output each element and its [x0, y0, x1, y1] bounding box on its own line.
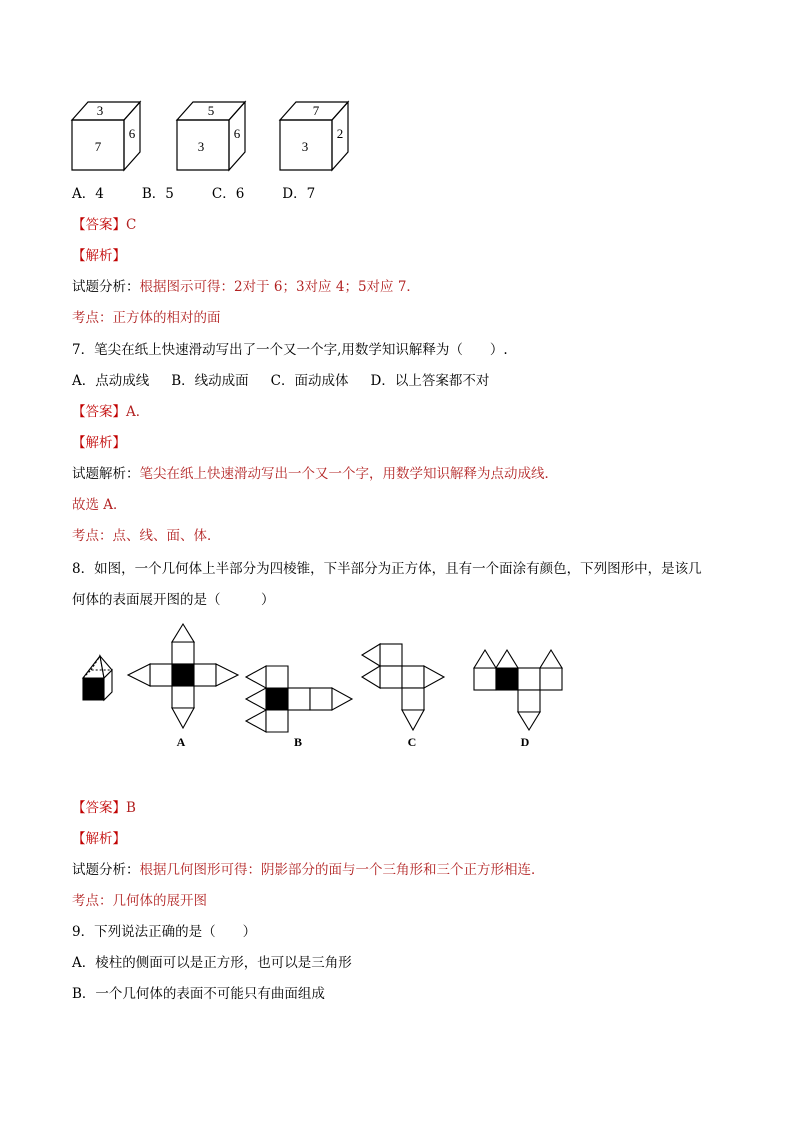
answer-label: 【答案】 — [72, 217, 126, 233]
cube-3-top: 7 — [312, 103, 320, 118]
q7-analysis — [72, 465, 558, 483]
net-label-b: B — [293, 735, 303, 749]
analysis-text: 根据图示可得：2对于 6；3对应 4；5对应 7． — [139, 279, 420, 295]
answer-label: 【答案】 — [72, 404, 126, 420]
cube-1-side: 6 — [128, 126, 136, 141]
q7-answer — [72, 403, 149, 421]
net-c — [362, 644, 444, 730]
analysis-prefix: 试题解析： — [72, 466, 140, 482]
answer-label: 【答案】 — [72, 800, 126, 816]
answer-value: B — [126, 800, 136, 816]
net-label-a: A — [176, 735, 186, 749]
cube-1-front: 7 — [94, 139, 102, 154]
q6-option-d: D．7 — [282, 186, 316, 202]
cube-2-top: 5 — [207, 103, 215, 118]
q7-option-b: B．线动成面 — [171, 373, 249, 389]
q6-answer — [72, 216, 136, 234]
q6-option-b: B．5 — [141, 186, 174, 202]
net-a — [128, 624, 238, 728]
q9-question: 9．下列说法正确的是（ ） — [72, 924, 257, 940]
q6-options — [72, 185, 353, 203]
cube-3-side: 2 — [336, 126, 344, 141]
q8-analysis — [72, 861, 545, 879]
q9-option-a: A．棱柱的侧面可以是正方形，也可以是三角形 — [72, 955, 352, 971]
analysis-text: 根据几何图形可得：阴影部分的面与一个三角形和三个正方形相连． — [139, 862, 545, 878]
q7-options — [72, 372, 511, 390]
q7-kaodian: 考点：点、线、面、体． — [72, 528, 221, 544]
q9-option-b: B．一个几何体的表面不可能只有曲面组成 — [72, 986, 325, 1002]
solid-pyramid-cube — [83, 656, 112, 700]
answer-value: A． — [126, 404, 150, 420]
q8-analysis-label: 【解析】 — [72, 831, 126, 847]
cube-2-side: 6 — [233, 126, 241, 141]
net-d — [474, 650, 562, 730]
q6-analysis — [72, 278, 420, 296]
analysis-prefix: 试题分析： — [72, 862, 140, 878]
net-label-d: D — [520, 735, 530, 749]
q8-question-line2: 何体的表面展开图的是（ ） — [72, 592, 275, 608]
cube-1-top: 3 — [96, 103, 104, 118]
q8-kaodian: 考点：几何体的展开图 — [72, 893, 207, 909]
q6-option-a: A．4 — [72, 186, 104, 202]
q7-question: 7．笔尖在纸上快速滑动写出了一个又一个字,用数学知识解释为（ ）. — [72, 342, 508, 358]
q7-option-d: D．以上答案都不对 — [370, 373, 490, 389]
analysis-prefix: 试题分析： — [72, 279, 140, 295]
q8-question-line1: 8．如图，一个几何体上半部分为四棱锥，下半部分为正方体，且有一个面涂有颜色，下列图形中，是该几 — [72, 561, 702, 577]
q6-analysis-label: 【解析】 — [72, 248, 126, 264]
q8-answer — [72, 799, 136, 817]
analysis-text: 笔尖在纸上快速滑动写出一个又一个字，用数学知识解释为点动成线． — [139, 466, 558, 482]
net-label-c: C — [407, 735, 417, 749]
q7-analysis-label: 【解析】 — [72, 435, 126, 451]
cube-2-front: 3 — [197, 139, 205, 154]
q7-option-a: A．点动成线 — [72, 373, 150, 389]
nets-figure — [78, 620, 578, 760]
q7-option-c: C．面动成体 — [270, 373, 349, 389]
q7-conclusion: 故选 A． — [72, 497, 127, 513]
net-b — [246, 666, 352, 732]
answer-value: C — [126, 217, 137, 233]
q6-option-c: C．6 — [211, 186, 245, 202]
cube-3-front: 3 — [301, 139, 309, 154]
cubes-figure — [60, 92, 380, 182]
q6-kaodian: 考点：正方体的相对的面 — [72, 310, 221, 326]
